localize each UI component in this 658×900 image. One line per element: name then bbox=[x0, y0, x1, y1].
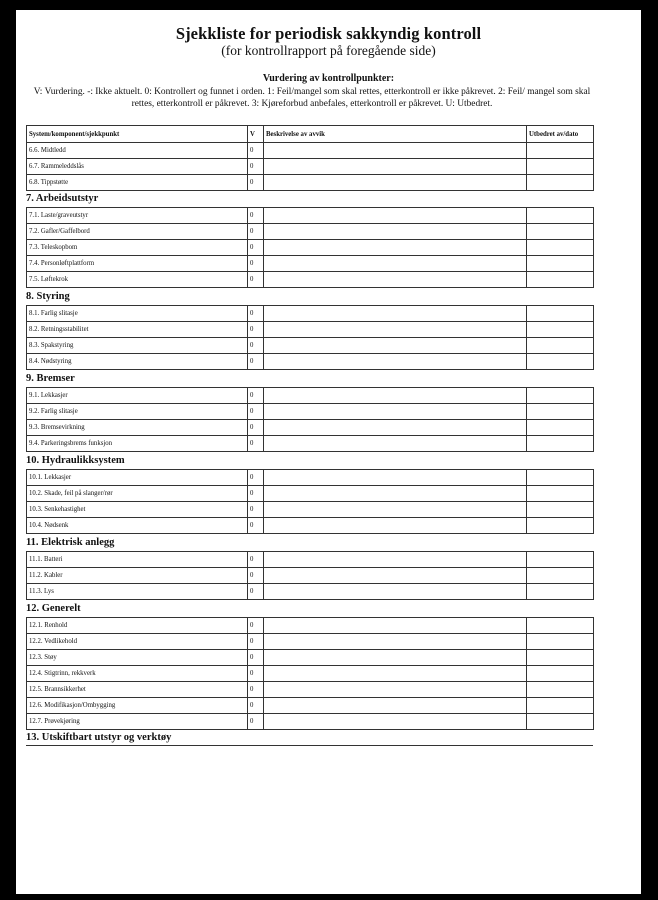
row-fixed-cell[interactable] bbox=[527, 175, 594, 191]
row-fixed-cell[interactable] bbox=[527, 224, 594, 240]
table-row bbox=[27, 208, 594, 224]
table-row bbox=[27, 306, 594, 322]
row-fixed-cell[interactable] bbox=[527, 714, 594, 730]
row-label: 11.3. Lys bbox=[27, 584, 248, 600]
row-fixed-cell[interactable] bbox=[527, 143, 594, 159]
row-fixed-cell[interactable] bbox=[527, 486, 594, 502]
table-row bbox=[27, 552, 594, 568]
row-fixed-cell[interactable] bbox=[527, 272, 594, 288]
table-row bbox=[27, 272, 594, 288]
table-row bbox=[27, 175, 594, 191]
checklist-table-hydraulikksystem bbox=[26, 469, 594, 534]
row-label: 12.7. Prøvekjøring bbox=[27, 714, 248, 730]
row-value: 0 bbox=[248, 272, 264, 288]
row-value: 0 bbox=[248, 486, 264, 502]
table-row bbox=[27, 436, 594, 452]
row-label: 7.3. Teleskopbom bbox=[27, 240, 248, 256]
row-fixed-cell[interactable] bbox=[527, 634, 594, 650]
row-desc-cell[interactable] bbox=[264, 618, 527, 634]
row-value: 0 bbox=[248, 698, 264, 714]
row-fixed-cell[interactable] bbox=[527, 552, 594, 568]
row-desc-cell[interactable] bbox=[264, 436, 527, 452]
row-value: 0 bbox=[248, 568, 264, 584]
row-value: 0 bbox=[248, 256, 264, 272]
row-label: 9.2. Farlig slitasje bbox=[27, 404, 248, 420]
row-value: 0 bbox=[248, 552, 264, 568]
row-value: 0 bbox=[248, 650, 264, 666]
row-label: 12.2. Vedlikehold bbox=[27, 634, 248, 650]
row-value: 0 bbox=[248, 682, 264, 698]
row-label: 10.1. Lekkasjer bbox=[27, 470, 248, 486]
row-value: 0 bbox=[248, 322, 264, 338]
row-desc-cell[interactable] bbox=[264, 208, 527, 224]
row-desc-cell[interactable] bbox=[264, 175, 527, 191]
table-row bbox=[27, 502, 594, 518]
row-label: 8.2. Retningsstabilitet bbox=[27, 322, 248, 338]
row-label: 8.1. Farlig slitasje bbox=[27, 306, 248, 322]
table-row bbox=[27, 256, 594, 272]
row-label: 6.8. Tippstøtte bbox=[27, 175, 248, 191]
column-header-desc: Beskrivelse av avvik bbox=[264, 126, 527, 143]
row-desc-cell[interactable] bbox=[264, 666, 527, 682]
row-fixed-cell[interactable] bbox=[527, 470, 594, 486]
row-label: 12.4. Stigtrinn, rekkverk bbox=[27, 666, 248, 682]
row-desc-cell[interactable] bbox=[264, 306, 527, 322]
row-label: 7.1. Laste/graveutstyr bbox=[27, 208, 248, 224]
row-desc-cell[interactable] bbox=[264, 650, 527, 666]
row-value: 0 bbox=[248, 584, 264, 600]
row-label: 8.3. Spakstyring bbox=[27, 338, 248, 354]
row-value: 0 bbox=[248, 224, 264, 240]
row-value: 0 bbox=[248, 666, 264, 682]
table-row bbox=[27, 584, 594, 600]
row-fixed-cell[interactable] bbox=[527, 618, 594, 634]
row-value: 0 bbox=[248, 338, 264, 354]
table-row bbox=[27, 354, 594, 370]
page-title: Sjekkliste for periodisk sakkyndig kontroll bbox=[175, 24, 482, 43]
row-fixed-cell[interactable] bbox=[527, 666, 594, 682]
row-desc-cell[interactable] bbox=[264, 634, 527, 650]
section-title-arbeidsutstyr: 7. Arbeidsutstyr bbox=[26, 193, 99, 204]
row-desc-cell[interactable] bbox=[264, 338, 527, 354]
legend-heading: Vurdering av kontrollpunkter: bbox=[262, 73, 395, 84]
row-fixed-cell[interactable] bbox=[527, 388, 594, 404]
row-label: 10.3. Senkehastighet bbox=[27, 502, 248, 518]
row-fixed-cell[interactable] bbox=[527, 256, 594, 272]
row-fixed-cell[interactable] bbox=[527, 650, 594, 666]
section-title-utskiftbart-utstyr: 13. Utskiftbart utstyr og verktøy bbox=[26, 732, 172, 743]
checklist-page bbox=[16, 10, 641, 894]
table-row bbox=[27, 143, 594, 159]
row-label: 7.5. Løftekrok bbox=[27, 272, 248, 288]
row-desc-cell[interactable] bbox=[264, 404, 527, 420]
table-row bbox=[27, 322, 594, 338]
row-value: 0 bbox=[248, 502, 264, 518]
row-desc-cell[interactable] bbox=[264, 143, 527, 159]
row-value: 0 bbox=[248, 159, 264, 175]
table-row bbox=[27, 404, 594, 420]
legend-text: V: Vurdering. -: Ikke aktuelt. 0: Kontrollert og funnet i orden. 1: Feil/mangel som skal rettes, etterkontroll er ikke påkrevet. 2: Feil/ mangel som skal rettes, etterkontroll er påkrevet. 3: Kjøreforbud anbefales, etterkontroll er påkrevet. U: Utbedret. bbox=[33, 87, 591, 109]
row-label: 6.7. Rammeleddslås bbox=[27, 159, 248, 175]
table-row bbox=[27, 159, 594, 175]
row-label: 12.1. Renhold bbox=[27, 618, 248, 634]
row-value: 0 bbox=[248, 208, 264, 224]
section-title-elektrisk-anlegg: 11. Elektrisk anlegg bbox=[26, 537, 115, 548]
row-desc-cell[interactable] bbox=[264, 552, 527, 568]
row-desc-cell[interactable] bbox=[264, 224, 527, 240]
row-label: 7.2. Gafler/Gaffelbord bbox=[27, 224, 248, 240]
table-row bbox=[27, 486, 594, 502]
row-fixed-cell[interactable] bbox=[527, 682, 594, 698]
row-fixed-cell[interactable] bbox=[527, 159, 594, 175]
row-desc-cell[interactable] bbox=[264, 698, 527, 714]
row-fixed-cell[interactable] bbox=[527, 338, 594, 354]
column-header-item: System/komponent/sjekkpunkt bbox=[27, 126, 248, 143]
row-value: 0 bbox=[248, 618, 264, 634]
row-label: 12.3. Støy bbox=[27, 650, 248, 666]
row-fixed-cell[interactable] bbox=[527, 306, 594, 322]
row-desc-cell[interactable] bbox=[264, 256, 527, 272]
row-fixed-cell[interactable] bbox=[527, 240, 594, 256]
row-desc-cell[interactable] bbox=[264, 240, 527, 256]
section-title-styring: 8. Styring bbox=[26, 291, 70, 302]
row-value: 0 bbox=[248, 634, 264, 650]
row-value: 0 bbox=[248, 420, 264, 436]
table-header-row bbox=[27, 126, 594, 143]
table-row bbox=[27, 666, 594, 682]
table-row bbox=[27, 682, 594, 698]
page-subtitle: (for kontrollrapport på foregående side) bbox=[221, 43, 436, 58]
row-label: 11.2. Kabler bbox=[27, 568, 248, 584]
row-fixed-cell[interactable] bbox=[527, 322, 594, 338]
row-desc-cell[interactable] bbox=[264, 420, 527, 436]
row-desc-cell[interactable] bbox=[264, 714, 527, 730]
checklist-table-generelt bbox=[26, 617, 594, 730]
table-row bbox=[27, 634, 594, 650]
row-label: 9.3. Bremsevirkning bbox=[27, 420, 248, 436]
row-desc-cell[interactable] bbox=[264, 354, 527, 370]
row-desc-cell[interactable] bbox=[264, 568, 527, 584]
checklist-table-elektrisk-anlegg bbox=[26, 551, 594, 600]
checklist-table-continued bbox=[26, 125, 594, 191]
row-label: 11.1. Batteri bbox=[27, 552, 248, 568]
table-row bbox=[27, 240, 594, 256]
row-fixed-cell[interactable] bbox=[527, 436, 594, 452]
row-fixed-cell[interactable] bbox=[527, 502, 594, 518]
row-label: 10.4. Nødsenk bbox=[27, 518, 248, 534]
section-divider bbox=[26, 745, 593, 746]
section-title-bremser: 9. Bremser bbox=[26, 373, 75, 384]
row-label: 12.6. Modifikasjon/Ombygging bbox=[27, 698, 248, 714]
table-row bbox=[27, 698, 594, 714]
table-row bbox=[27, 470, 594, 486]
table-row bbox=[27, 618, 594, 634]
row-fixed-cell[interactable] bbox=[527, 584, 594, 600]
row-value: 0 bbox=[248, 470, 264, 486]
row-label: 7.4. Personløftplattform bbox=[27, 256, 248, 272]
table-row bbox=[27, 650, 594, 666]
row-value: 0 bbox=[248, 714, 264, 730]
row-fixed-cell[interactable] bbox=[527, 518, 594, 534]
row-desc-cell[interactable] bbox=[264, 470, 527, 486]
row-value: 0 bbox=[248, 306, 264, 322]
row-desc-cell[interactable] bbox=[264, 682, 527, 698]
table-row bbox=[27, 420, 594, 436]
table-row bbox=[27, 518, 594, 534]
row-fixed-cell[interactable] bbox=[527, 208, 594, 224]
table-row bbox=[27, 714, 594, 730]
row-label: 8.4. Nødstyring bbox=[27, 354, 248, 370]
row-value: 0 bbox=[248, 354, 264, 370]
row-fixed-cell[interactable] bbox=[527, 404, 594, 420]
table-row bbox=[27, 224, 594, 240]
row-desc-cell[interactable] bbox=[264, 518, 527, 534]
row-fixed-cell[interactable] bbox=[527, 568, 594, 584]
row-value: 0 bbox=[248, 518, 264, 534]
row-fixed-cell[interactable] bbox=[527, 420, 594, 436]
row-desc-cell[interactable] bbox=[264, 486, 527, 502]
section-title-generelt: 12. Generelt bbox=[26, 603, 81, 614]
row-fixed-cell[interactable] bbox=[527, 698, 594, 714]
row-label: 9.1. Lekkasjer bbox=[27, 388, 248, 404]
row-label: 6.6. Midtledd bbox=[27, 143, 248, 159]
checklist-table-arbeidsutstyr bbox=[26, 207, 594, 288]
row-desc-cell[interactable] bbox=[264, 388, 527, 404]
row-desc-cell[interactable] bbox=[264, 322, 527, 338]
section-title-hydraulikksystem: 10. Hydraulikksystem bbox=[26, 455, 125, 466]
row-value: 0 bbox=[248, 143, 264, 159]
row-desc-cell[interactable] bbox=[264, 502, 527, 518]
row-value: 0 bbox=[248, 436, 264, 452]
row-fixed-cell[interactable] bbox=[527, 354, 594, 370]
column-header-v: V bbox=[248, 126, 264, 143]
row-label: 10.2. Skade, feil på slanger/rør bbox=[27, 486, 248, 502]
row-label: 9.4. Parkeringsbrems funksjon bbox=[27, 436, 248, 452]
row-desc-cell[interactable] bbox=[264, 272, 527, 288]
checklist-table-styring bbox=[26, 305, 594, 370]
row-value: 0 bbox=[248, 240, 264, 256]
column-header-fixed: Utbedret av/dato bbox=[527, 126, 594, 143]
row-desc-cell[interactable] bbox=[264, 584, 527, 600]
row-value: 0 bbox=[248, 175, 264, 191]
row-desc-cell[interactable] bbox=[264, 159, 527, 175]
row-value: 0 bbox=[248, 388, 264, 404]
table-row bbox=[27, 388, 594, 404]
table-row bbox=[27, 568, 594, 584]
row-label: 12.5. Brannsikkerhet bbox=[27, 682, 248, 698]
checklist-table-bremser bbox=[26, 387, 594, 452]
row-value: 0 bbox=[248, 404, 264, 420]
table-row bbox=[27, 338, 594, 354]
